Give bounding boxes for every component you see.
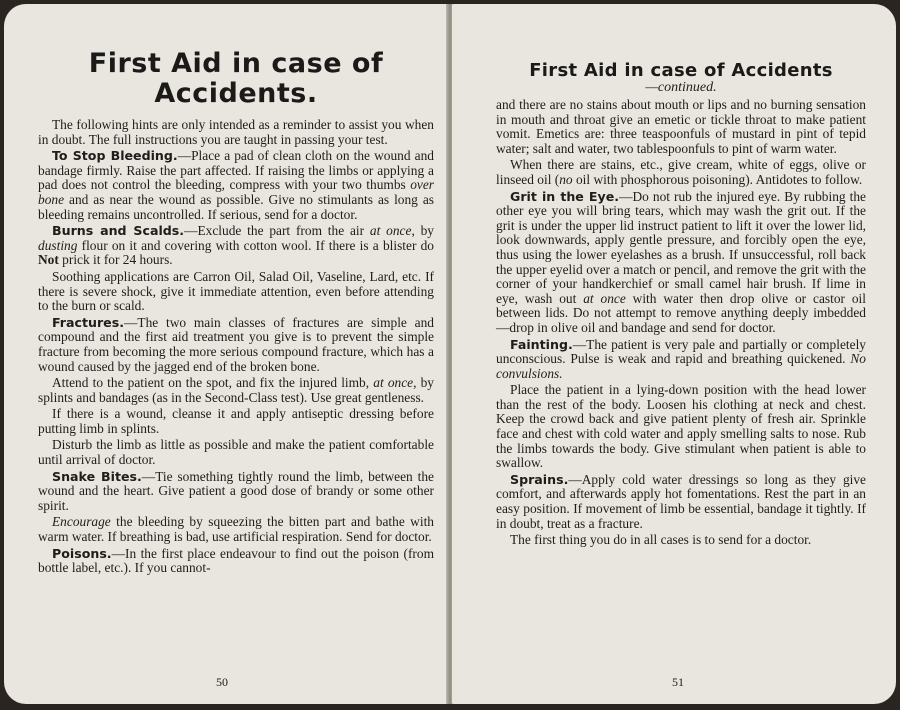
fainting-heading: Fainting.: [510, 336, 573, 352]
bleeding-emphasis: over bone: [38, 177, 434, 207]
fractures-paragraph: [38, 316, 434, 374]
attend-text-a: Attend to the patient on the spot, and fix the injured limb,: [52, 375, 374, 391]
fainting-paragraph: [496, 338, 866, 382]
snake-text: —Tie something tightly round the limb, between the wound and the heart. Give patient a good dose of brandy or some other spirit.: [38, 468, 434, 513]
stains-text-a: When there are stains, etc., give cream, white of eggs, olive or linseed oil (: [496, 157, 866, 187]
title-line-1: First Aid in case of: [88, 48, 384, 79]
grit-text-a: —Do not rub the injured eye. By rubbing the other eye you will bring tears, which may wash the grit out. If the grit is under the upper lid instruct patient to lift it over the lower lid, look downwards, apply gentle pressure, and forcibly open the eye, thus using the lower eyelashes as a brush. If unsuccessful, roll back the upper eyelid over a match or pencil, and remove the grit with the corner of your handkerchief or small camel hair brush. If lime in eye, wash out: [496, 188, 866, 306]
fractures-heading: Fractures.: [52, 314, 124, 330]
encourage-emphasis: Encourage: [52, 514, 111, 530]
poisons-continued-paragraph: and there are no stains about mouth or lips and no burning sensation in mouth and throat give an emetic or tickle throat to make patient vomit. Emetics are: three teaspoonfuls of mustard in pint of tepid water; salt and water, two tablespoonfuls to pint of warm water.: [496, 97, 866, 156]
burns-emphasis-1: at once: [369, 223, 412, 239]
bleeding-text-b: and as near the wound as possible. Give no stimulants as long as bleeding remains uncontrolled. If serious, send for a doctor.: [38, 191, 434, 222]
intro-paragraph: The following hints are only intended as a reminder to assist you when in doubt. The full instructions you are taught in passing your test.: [38, 117, 434, 147]
grit-emphasis: at once: [583, 290, 626, 306]
grit-text-b: with water then drop olive or castor oil between lids. Do not attempt to remove anything deeply imbedded—drop in olive oil and bandage and send for doctor.: [496, 290, 866, 335]
fractures-text: —The two main classes of fractures are simple and compound and the first aid treatment you give is to prevent the simple fracture from becoming the more serious compound fracture, which has a wound caused by the jagged end of the broken bone.: [38, 314, 434, 374]
page-number-right: 51: [672, 675, 684, 689]
snake-heading: Snake Bites.: [52, 468, 142, 484]
fainting-emphasis: No convulsions.: [496, 351, 866, 381]
bleeding-text-a: —Place a pad of clean cloth on the wound and bandage firmly. Raise the part affected. If raising the limbs or applying a pad does not control the bleeding, compress with your two thumbs: [38, 148, 434, 193]
stains-text-b: oil with phosphorous poisoning). Antidotes to follow.: [572, 171, 863, 187]
encourage-paragraph: [38, 515, 434, 544]
attend-paragraph: [38, 376, 434, 405]
burns-text-c: flour on it and covering with cotton wool. If there is a blister do: [77, 237, 434, 253]
poisons-text: —In the first place endeavour to find out the poison (from bottle label, etc.). If you cannot-: [38, 545, 434, 576]
burns-emphasis-2: dusting: [38, 237, 78, 253]
grit-heading: Grit in the Eye.: [510, 188, 620, 204]
page-subtitle: —continued.: [645, 80, 717, 95]
left-page: [4, 4, 448, 704]
page-title-continued: First Aid in case of Accidents: [529, 60, 833, 81]
first-thing-paragraph: The first thing you do in all cases is to send for a doctor.: [510, 532, 812, 548]
encourage-text: the bleeding by squeezing the bitten part and bathe with warm water. If breathing is bad, use artificial respiration. Send for doctor.: [38, 514, 434, 545]
burns-text-b: , by: [411, 223, 434, 239]
right-page: [452, 4, 896, 704]
bleeding-paragraph: [38, 149, 434, 222]
page-number-left: 50: [216, 675, 228, 689]
fainting-text: —The patient is very pale and partially or completely unconscious. Pulse is weak and rapid and breathing quickened.: [496, 336, 866, 367]
burns-heading: Burns and Scalds.: [52, 223, 185, 239]
grit-paragraph: [496, 190, 866, 336]
bleeding-heading: To Stop Bleeding.: [52, 148, 178, 164]
burns-text-a: —Exclude the part from the air: [184, 223, 370, 239]
stains-paragraph: [496, 158, 866, 187]
disturb-paragraph: Disturb the limb as little as possible and make the patient comfortable until arrival of doctor.: [38, 437, 434, 468]
place-paragraph: Place the patient in a lying-down position with the head lower than the rest of the body. Loosen his clothing at neck and chest. Keep the crowd back and give patient plenty of fresh air. Sprinkle face and chest with cold water and apply smelling salts to nose. Rub the limbs towards the body. Give stimulant when patient is able to swallow.: [496, 382, 866, 471]
burns-text-d: prick it for 24 hours.: [58, 252, 173, 268]
attend-text-b: , by splints and bandages (as in the Second-Class test). Use great gentleness.: [38, 375, 434, 405]
poisons-paragraph: [38, 547, 434, 576]
burns-not: Not: [38, 252, 59, 268]
snake-paragraph: [38, 470, 434, 514]
sprains-heading: Sprains.: [510, 471, 569, 487]
poisons-heading: Poisons.: [52, 545, 112, 561]
sprains-paragraph: [496, 473, 866, 531]
soothing-paragraph: Soothing applications are Carron Oil, Salad Oil, Vaseline, Lard, etc. If there is severe shock, give it immediate attention, even before attending to the burn or scald.: [38, 268, 434, 314]
stains-emphasis: no: [559, 171, 573, 187]
wound-paragraph: If there is a wound, cleanse it and apply antiseptic dressing before putting limb in splints.: [38, 406, 434, 436]
attend-emphasis: at once: [373, 375, 414, 391]
title-line-2: Accidents.: [154, 78, 318, 109]
burns-paragraph: [38, 224, 434, 268]
sprains-text: —Apply cold water dressings so long as they give comfort, and afterwards apply hot fomentations. Rest the part in an easy position. If movement of limb be essential, bandage it tightly. If in doubt, treat as a fracture.: [496, 471, 866, 531]
page-title: [38, 49, 434, 109]
